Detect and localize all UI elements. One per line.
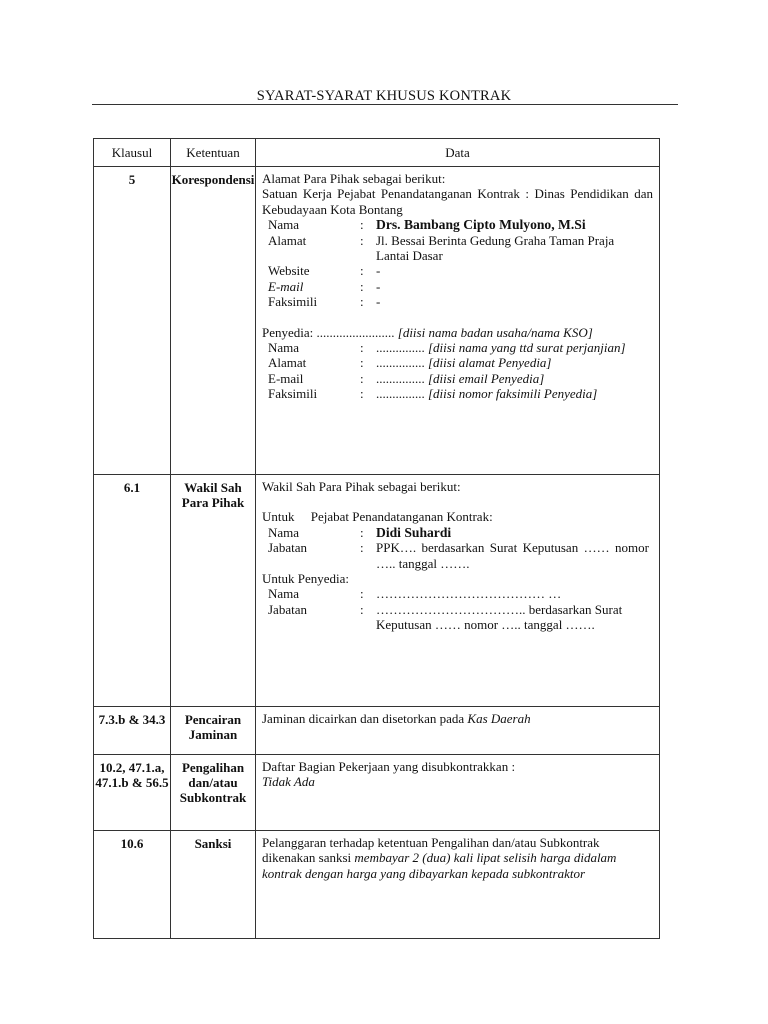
data-text: Jaminan dicairkan dan disetorkan pada [262,711,465,726]
field-value: …………………………….. berdasarkan Surat Keputusan …… nomor ….. tanggal ……. [376,601,623,633]
field-dots: ............... [376,340,425,356]
table-row [94,475,660,707]
field-value: - [376,263,381,279]
untuk-ppk-text: Untuk Pejabat Penandatanganan Kontrak: [262,509,493,525]
contract-table [93,138,660,939]
table-header-row [94,139,660,167]
data-cell [256,167,660,475]
field-row: Nama : Drs. Bambang Cipto Mulyono, M.Si [268,217,653,232]
ketentuan-cell: Wakil Sah Para Pihak [171,475,256,707]
field-row: Faksimili : - [268,294,653,309]
field-row: E-mail : - [268,279,653,294]
ketentuan-cell: Pencairan Jaminan [171,707,256,755]
intro-text: Alamat Para Pihak sebagai berikut: [262,171,446,186]
header-data: Data [256,139,660,167]
field-value: ………………………………… … [376,586,562,602]
klausul-cell: 7.3.b & 34.3 [94,707,171,755]
data-cell [256,755,660,831]
penyedia-note: [diisi nama badan usaha/nama KSO] [397,324,593,340]
field-value: - [376,278,381,294]
field-label: Nama [268,217,300,233]
field-row: Jabatan : PPK…. berdasarkan Surat Keputusan …… nomor ….. tanggal ……. [268,540,653,571]
satker-text: Satuan Kerja Pejabat Penandatanganan Kontrak : Dinas Pendidikan dan Kebudayaan Kota Bontang [262,186,653,217]
field-label: E-mail [268,370,304,386]
data-text-italic: membayar 2 (dua) kali lipat selisih harga didalam kontrak dengan harga yang dibayarkan kepada subkontraktor [262,850,617,881]
penyedia-label: Penyedia: ........................ [262,324,395,340]
data-text-italic: Kas Daerah [467,711,531,726]
data-text: Daftar Bagian Pekerjaan yang disubkontrakkan : [262,759,516,774]
ketentuan-cell: Pengalihan dan/atau Subkontrak [171,755,256,831]
field-label: Alamat [268,355,307,371]
field-row: Website : - [268,263,653,278]
data-cell [256,831,660,939]
table-row [94,831,660,939]
field-label: Jabatan [268,540,307,556]
field-value: Drs. Bambang Cipto Mulyono, M.Si [376,217,586,233]
untuk-penyedia-text: Untuk Penyedia: [262,571,350,587]
klausul-cell: 5 [94,167,171,475]
penyedia-line [262,325,653,340]
field-value: Jl. Bessai Berinta Gedung Graha Taman Praja Lantai Dasar [376,232,615,264]
data-cell [256,475,660,707]
title-underline [92,104,678,105]
ketentuan-cell: Sanksi [171,831,256,939]
field-note: [diisi nomor faksimili Penyedia] [428,386,598,402]
field-note: [diisi alamat Penyedia] [428,355,552,371]
field-label: Nama [268,524,300,540]
field-label: Website [268,263,310,279]
table-row [94,755,660,831]
data-text: Pelanggaran terhadap ketentuan Pengalihan dan/atau Subkontrak dikenakan sanksi [262,835,600,866]
field-row: Alamat : Jl. Bessai Berinta Gedung Graha Taman Praja Lantai Dasar [268,233,653,264]
field-value: PPK…. berdasarkan Surat Keputusan …… nomor ….. tanggal ……. [376,540,649,571]
field-row: E-mail : ............... [diisi email Penyedia] [268,370,545,386]
field-label: E-mail [268,278,304,294]
field-row: Faksimili : ............... [diisi nomor faksimili Penyedia] [268,386,598,402]
table-row [94,167,660,475]
field-row: Nama : ………………………………… … [268,586,653,601]
field-label: Faksimili [268,294,318,310]
intro-text: Wakil Sah Para Pihak sebagai berikut: [262,479,461,494]
field-row: Jabatan : …………………………….. berdasarkan Surat Keputusan …… nomor ….. tanggal ……. [268,602,653,633]
data-text-italic: Tidak Ada [262,774,315,790]
field-label: Nama [268,586,300,602]
field-note: [diisi nama yang ttd surat perjanjian] [428,340,626,356]
klausul-cell: 6.1 [94,475,171,707]
document-title: SYARAT-SYARAT KHUSUS KONTRAK [256,88,512,104]
data-cell [256,707,660,755]
klausul-cell: 10.2, 47.1.a, 47.1.b & 56.5 [94,755,171,831]
field-label: Jabatan [268,601,307,617]
field-dots: ............... [376,370,425,386]
klausul-cell: 10.6 [94,831,171,939]
header-ketentuan: Ketentuan [171,139,256,167]
field-row: Nama : ............... [diisi nama yang ttd surat perjanjian] [268,340,626,356]
table-row [94,707,660,755]
field-row: Alamat : ............... [diisi alamat Penyedia] [268,355,552,371]
field-label: Nama [268,340,300,356]
field-label: Alamat [268,232,307,248]
field-value: Didi Suhardi [376,524,452,540]
field-dots: ............... [376,386,425,402]
field-label: Faksimili [268,386,318,402]
field-value: - [376,294,381,310]
ketentuan-cell: Korespondensi [171,167,256,475]
header-klausul: Klausul [94,139,171,167]
field-dots: ............... [376,355,425,371]
field-note: [diisi email Penyedia] [428,370,545,386]
field-row: Nama : Didi Suhardi [268,525,653,540]
